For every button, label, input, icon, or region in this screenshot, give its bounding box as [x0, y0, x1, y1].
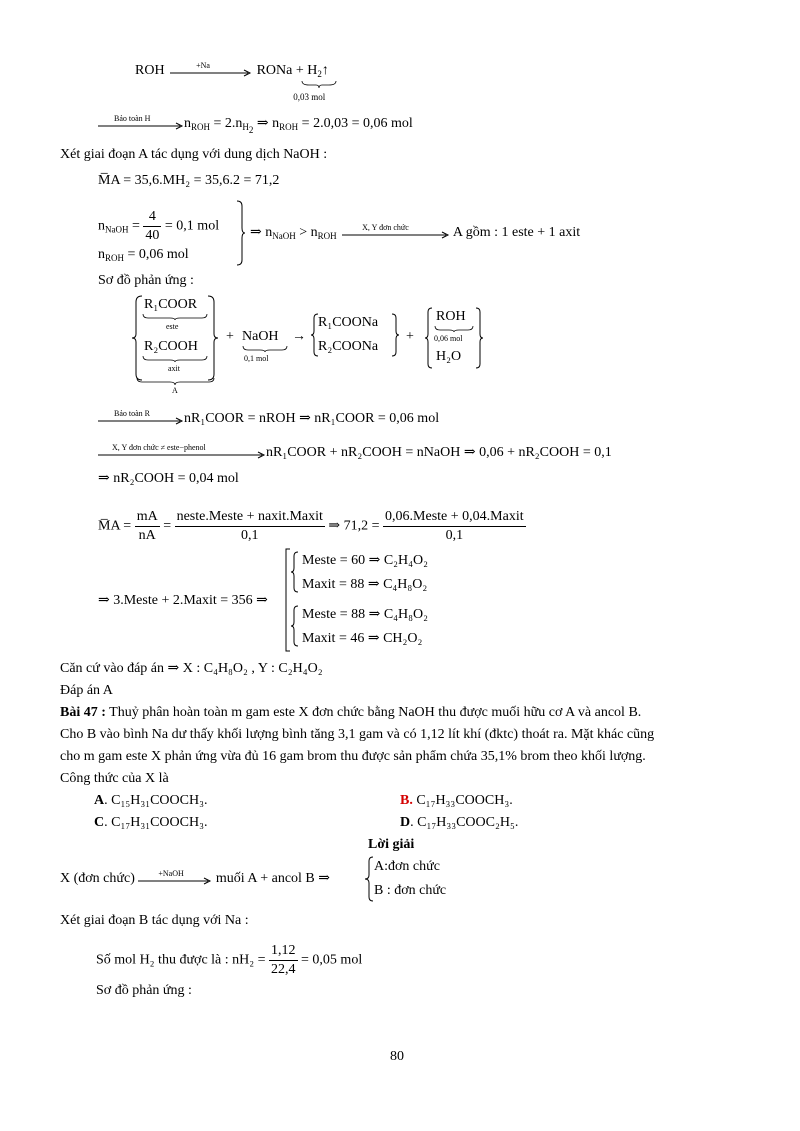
- acid-formula: R₂COOH: [144, 339, 198, 354]
- lhs: M̅A =: [98, 518, 132, 534]
- n-symbol: n: [184, 116, 191, 131]
- fraction-den: nA: [138, 528, 156, 543]
- h2-letter: H: [307, 63, 318, 78]
- ester-formula: R₁COOR: [144, 297, 198, 312]
- case2-ester: Meste = 88 ⇒ C₄H₈O₂: [302, 607, 429, 622]
- option-letter: D: [400, 815, 411, 830]
- bao-toan-h-line: Bảo toàn H $n_{ROH} = 2.n_{H_2}$ ⇒ $n_{ROH} = 2.0,03 = 0,06$ mol: [98, 115, 413, 133]
- problem-47-line3: cho m gam este X phản ứng vừa đủ 16 gam brom thu được sản phẩm chứa 35,1% brom theo khối lượng.: [60, 749, 646, 764]
- case-a: A:đơn chức: [374, 859, 440, 874]
- arrow-label: Bảo toàn R: [114, 408, 150, 418]
- conclusion: A gồm : 1 este + 1 axit: [452, 225, 581, 240]
- alcohol-formula: ROH: [436, 309, 466, 324]
- case-b: B : đơn chức: [374, 883, 447, 898]
- salt2-formula: R₂COONa: [318, 339, 379, 354]
- option-a: [94, 792, 207, 810]
- acid-moles: ⇒ nR₂COOH = 0,04 mol: [98, 471, 239, 486]
- arrow-label: Bảo toàn H: [114, 113, 151, 123]
- reaction-roh-na: [135, 60, 329, 102]
- case1-ester: Meste = 60 ⇒ C₂H₄O₂: [302, 553, 429, 568]
- eq-part1: = 2.n: [213, 116, 243, 131]
- case2-acid: Maxit = 46 ⇒ CH₂O₂: [302, 631, 423, 646]
- reaction-scheme: R₁COOR este R₂COOH axit A + NaOH 0,1 mol → R₁COONa R₂COONa + ROH 0,06 mol H₂O: [130, 294, 510, 394]
- section-heading: Xét giai đoạn A tác dụng với dung dịch NaOH :: [60, 147, 328, 162]
- arrow-label: X, Y đơn chức: [362, 222, 409, 232]
- bracket-icon: [284, 548, 304, 652]
- fraction-num: 4: [143, 208, 161, 227]
- reaction-arrow: [138, 868, 212, 885]
- water-formula: H₂O: [436, 349, 462, 364]
- bao-toan-arrow: [98, 113, 184, 130]
- arrow-label: +NaOH: [158, 868, 184, 878]
- page-number: 80: [390, 1049, 404, 1064]
- reactant: X (đơn chức): [60, 871, 135, 886]
- fraction: [175, 508, 325, 545]
- ester-label: este: [166, 322, 179, 331]
- option-d: [400, 814, 518, 832]
- acid-label: axit: [168, 364, 180, 373]
- section-heading-b: Xét giai đoạn B tác dụng với Na :: [60, 913, 249, 928]
- answer-basis: Căn cứ vào đáp án ⇒ X : C₄H₈O₂ , Y : C₂H₄O₂: [60, 661, 323, 676]
- case1-acid: Maxit = 88 ⇒ C₄H₈O₂: [302, 577, 428, 592]
- reactant-roh: ROH: [135, 63, 165, 78]
- scheme-title: Sơ đồ phản ứng :: [98, 273, 194, 288]
- problem-title: Bài 47 :: [60, 705, 106, 720]
- fraction-num: 1,12: [269, 942, 298, 961]
- option-c: [94, 814, 207, 832]
- problem-text: Thuỷ phân hoàn toàn m gam este X đơn chức bằng NaOH thu được muối hữu cơ A và ancol B.: [109, 705, 642, 720]
- fraction: [135, 508, 160, 545]
- mid: ⇒ 71,2 =: [328, 518, 380, 534]
- option-text: . C₁₅H₃₁COOCH₃.: [104, 793, 208, 808]
- brace-icon: [364, 856, 374, 902]
- problem-47-line1: [60, 704, 641, 722]
- gt-symbol: > n: [299, 225, 318, 240]
- h2-moles: 0,03 mol: [293, 92, 326, 102]
- arrow-label: X, Y đơn chức ≠ este−phenol: [112, 442, 206, 452]
- option-b: [400, 792, 513, 810]
- naoh-moles: 0,1 mol: [244, 354, 269, 363]
- problem-47-line4: Công thức của X là: [60, 771, 169, 786]
- mixture-label: A: [172, 386, 178, 395]
- eq-part2: ⇒ n: [256, 116, 280, 131]
- option-letter: B.: [400, 793, 413, 808]
- h2-sub: 2: [317, 69, 322, 79]
- option-text: C₁₇H₃₃COOCH₃.: [412, 793, 513, 808]
- brace-icon: [236, 200, 246, 266]
- fraction: [383, 508, 526, 545]
- bao-toan-r-line: [98, 410, 439, 428]
- arrow-label: +Na: [196, 60, 210, 70]
- answer: Đáp án A: [60, 683, 113, 698]
- fraction-num: neste.Meste + naxit.Maxit: [175, 508, 325, 527]
- fraction: [269, 942, 298, 979]
- product-rona: RONa +: [256, 63, 304, 78]
- bao-toan-arrow: [98, 408, 184, 425]
- h2-product: [293, 62, 329, 102]
- n-symbol: n: [98, 247, 105, 262]
- comparison-line: ⇒ $n_{NaOH} > n_{ROH}$ X, Y đơn chức A gồm : 1 este + 1 axit: [250, 224, 580, 242]
- fraction-den: 0,1: [445, 528, 464, 543]
- mean-molar-mass: M̅A = $\frac{mA}{nA}$ = $\frac{\text{neste.Meste + naxit.Maxit}}{0,1}$ ⇒ 71,2 = $\frac{\text{0,06.Meste + 0,04.Maxit}}{0,1}$: [98, 509, 524, 543]
- fraction-den: 0,1: [241, 528, 259, 543]
- condition-arrow: [98, 442, 266, 459]
- condition-arrow: [340, 222, 450, 239]
- option-text: . C₁₇H₃₃COOC₂H₅.: [410, 815, 519, 830]
- salt1-formula: R₁COONa: [318, 315, 379, 330]
- scheme-title-b: Sơ đồ phản ứng :: [96, 983, 192, 998]
- naoh-value: = 0,1 mol: [164, 218, 220, 234]
- up-arrow: ↑: [321, 63, 329, 78]
- option-letter: A: [94, 793, 105, 808]
- fraction-den: 22,4: [271, 962, 296, 977]
- lhs: Số mol H₂ thu được là : nH₂ =: [96, 952, 266, 968]
- fraction-den: 40: [145, 228, 160, 243]
- h2-moles-line: [96, 942, 362, 979]
- result: = 0,05 mol: [301, 952, 363, 968]
- problem-47-line2: Cho B vào bình Na dư thấy khối lượng bình tăng 3,1 gam và có 1,12 lít khí (đktc) thoát ra. Mặt khác cũng: [60, 727, 655, 742]
- molar-mass-line: M̅A = 35,6.MH₂ = 35,6.2 = 71,2: [98, 173, 280, 188]
- naoh-moles: $n_{NaOH}$ = $\frac{4}{40}$ = 0,1 mol: [98, 209, 220, 243]
- solution-heading: Lời giải: [368, 837, 415, 852]
- option-text: . C₁₇H₃₁COOCH₃.: [104, 815, 208, 830]
- alcohol-moles: 0,06 mol: [434, 334, 463, 343]
- solution-reaction: [60, 870, 330, 888]
- reaction-arrow: [168, 60, 253, 77]
- eq-part3: = 2.0,03 = 0,06 mol: [301, 116, 413, 131]
- fraction-num: mA: [135, 508, 160, 527]
- n-symbol: n: [98, 218, 105, 234]
- fraction-num: 0,06.Meste + 0,04.Maxit: [383, 508, 526, 527]
- fraction: [143, 208, 161, 245]
- equation: nR₁COOR = nROH ⇒ nR₁COOR = 0,06 mol: [184, 411, 440, 426]
- sum-equation: ⇒ 3.Meste + 2.Maxit = 356 ⇒: [98, 593, 268, 608]
- roh-moles: $n_{ROH} = 0,06$ mol: [98, 247, 189, 263]
- products: muối A + ancol B ⇒: [215, 871, 330, 886]
- naoh-formula: NaOH: [242, 329, 279, 344]
- option-letter: C: [94, 815, 105, 830]
- n-symbol: ⇒ n: [250, 225, 273, 240]
- equation: nR₁COOR + nR₂COOH = nNaOH ⇒ 0,06 + nR₂COOH = 0,1: [266, 445, 612, 460]
- ester-phenol-line: [98, 444, 612, 462]
